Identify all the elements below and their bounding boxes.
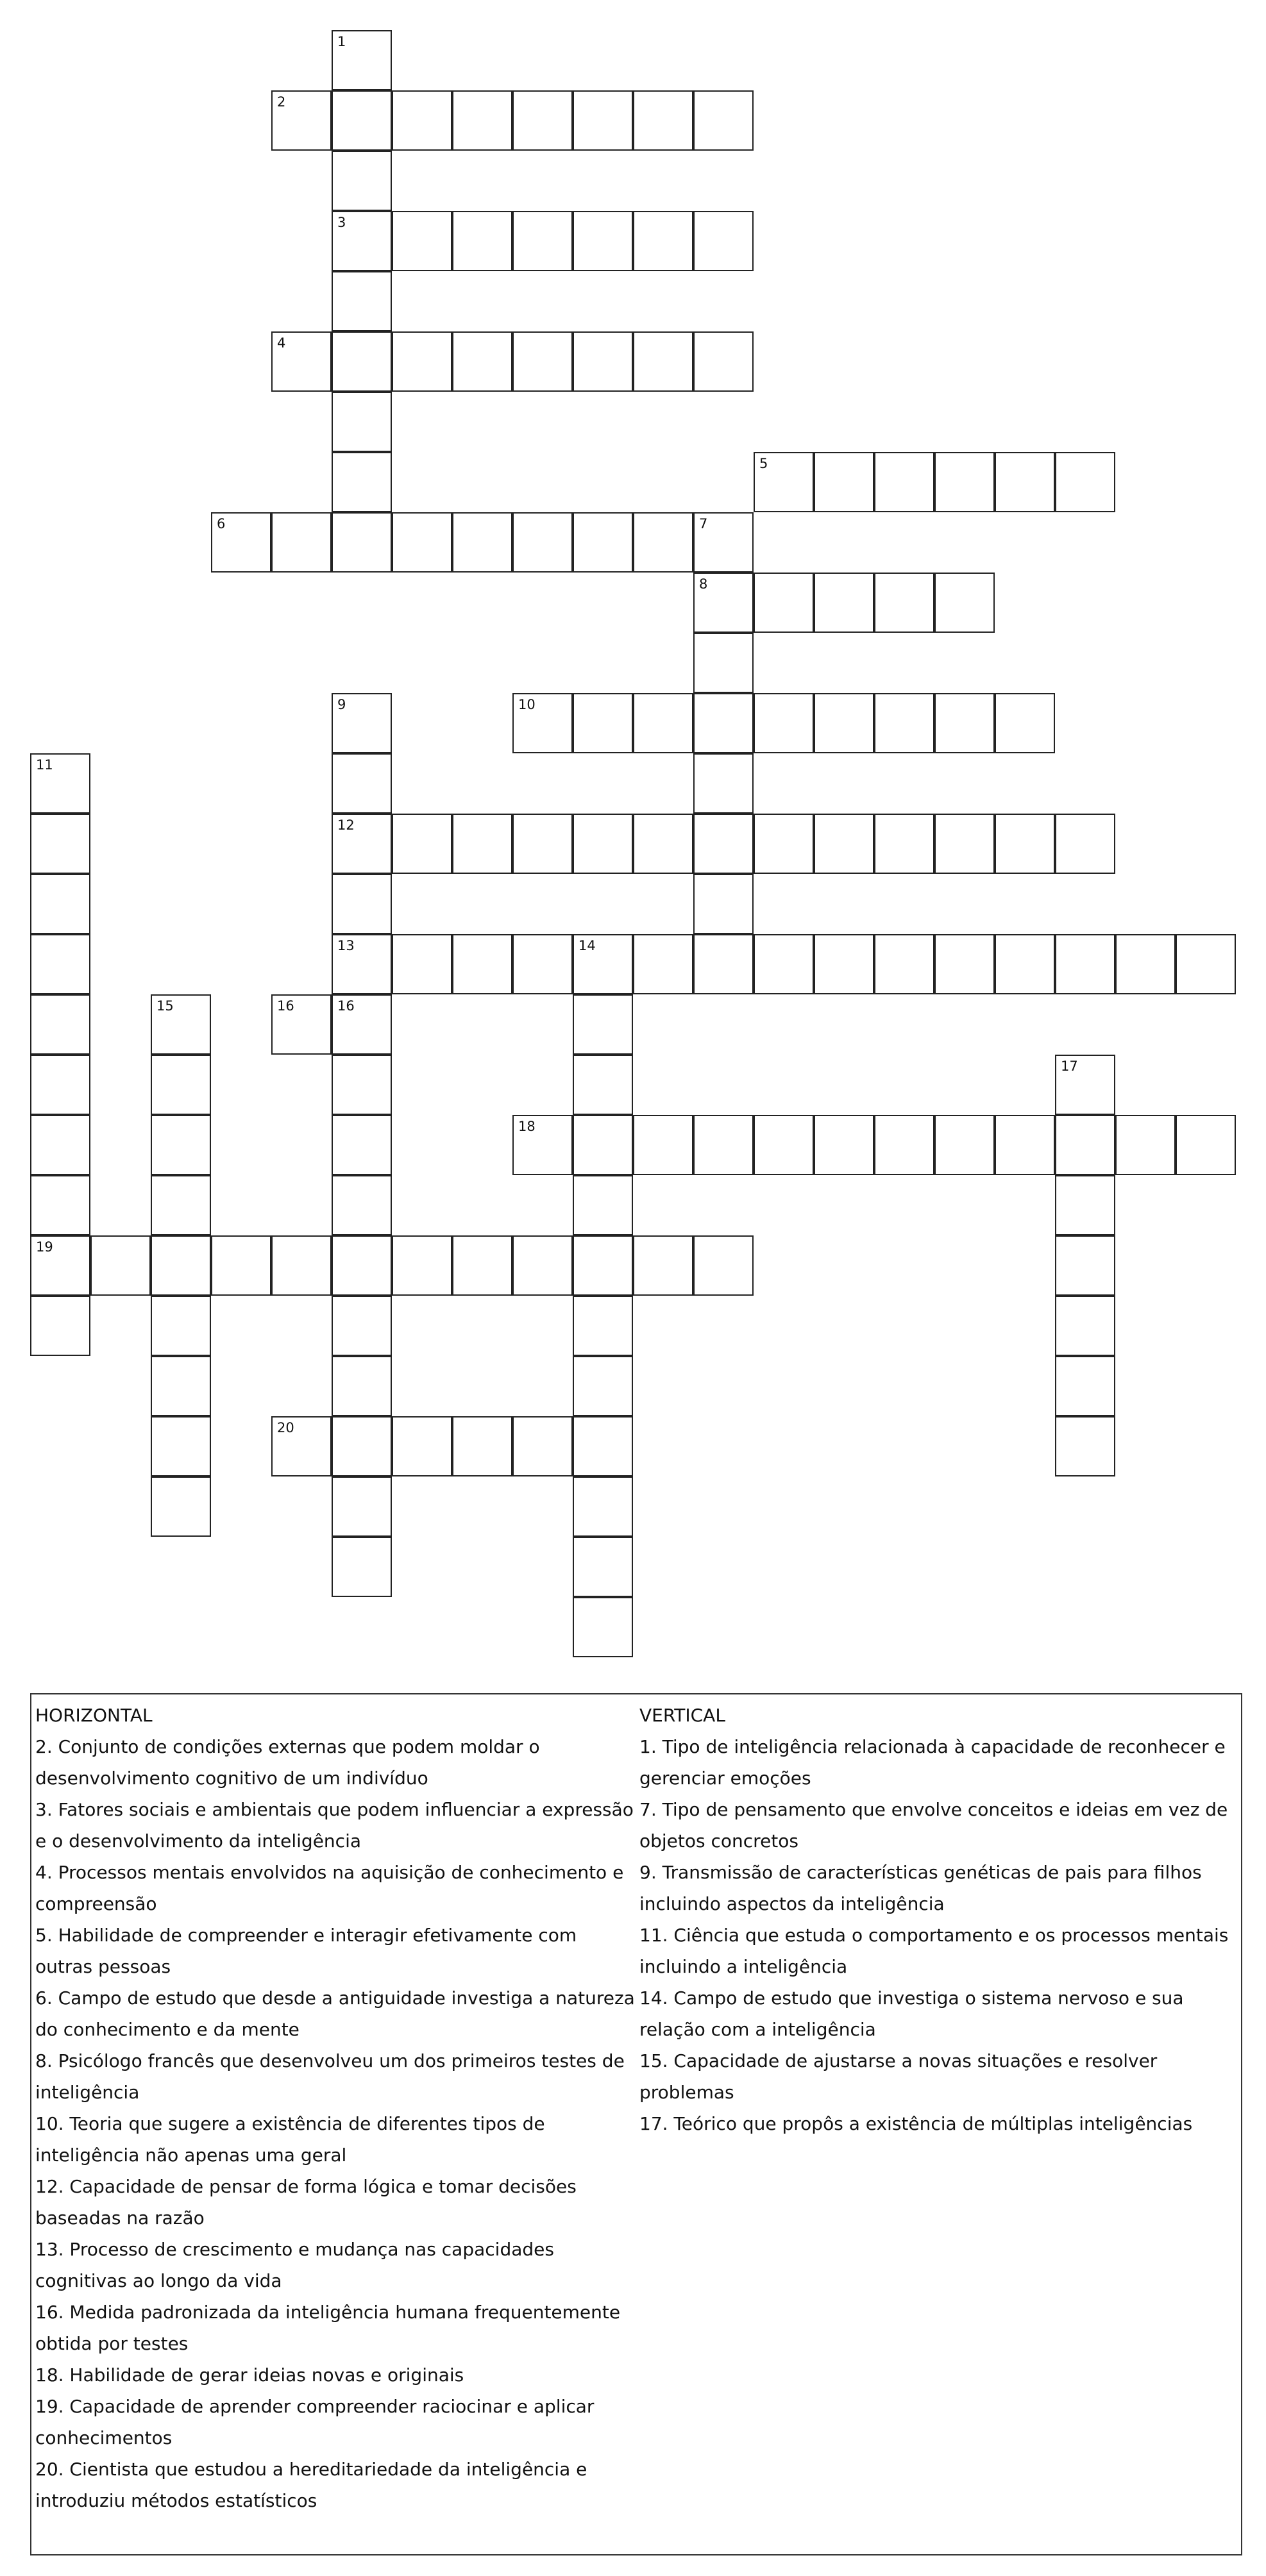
grid-cell[interactable] bbox=[392, 934, 452, 994]
grid-cell[interactable] bbox=[573, 211, 633, 271]
grid-cell[interactable] bbox=[693, 512, 754, 573]
grid-cell[interactable] bbox=[332, 90, 392, 151]
grid-cell[interactable] bbox=[271, 331, 332, 392]
clue-number: 3 bbox=[337, 215, 346, 230]
grid-cell[interactable] bbox=[332, 30, 392, 90]
grid-cell[interactable] bbox=[332, 1356, 392, 1416]
clue-vertical-1: 1. Tipo de inteligência relacionada à capacidade de reconhecer e gerenciar emoções bbox=[639, 1736, 1226, 1789]
clue-number: 5 bbox=[759, 456, 768, 471]
grid-cell[interactable] bbox=[934, 693, 995, 753]
clue-number: 10 bbox=[518, 697, 536, 712]
grid-cell[interactable] bbox=[392, 1235, 452, 1296]
clue-number: 15 bbox=[156, 998, 174, 1014]
grid-cell[interactable] bbox=[151, 1296, 211, 1356]
grid-cell[interactable] bbox=[573, 1055, 633, 1115]
grid-cell[interactable] bbox=[512, 512, 573, 573]
clue-horizontal-3: 3. Fatores sociais e ambientais que podem influenciar a expressão e o desenvolvimento da inteligência bbox=[35, 1799, 634, 1852]
grid-cell[interactable] bbox=[512, 1416, 573, 1476]
grid-cell[interactable] bbox=[1055, 452, 1115, 512]
grid-cell[interactable] bbox=[30, 934, 90, 994]
grid-cell[interactable] bbox=[90, 1235, 151, 1296]
grid-cell[interactable] bbox=[332, 1537, 392, 1597]
grid-cell[interactable] bbox=[874, 573, 934, 633]
grid-cell[interactable] bbox=[452, 90, 512, 151]
grid-cell[interactable] bbox=[693, 633, 754, 693]
grid-cell[interactable] bbox=[874, 1115, 934, 1175]
grid-cell[interactable] bbox=[1055, 1175, 1115, 1235]
grid-cell[interactable] bbox=[332, 693, 392, 753]
grid-cell[interactable] bbox=[1055, 1235, 1115, 1296]
grid-cell[interactable] bbox=[332, 271, 392, 331]
grid-cell[interactable] bbox=[151, 1235, 211, 1296]
grid-cell[interactable] bbox=[754, 1115, 814, 1175]
grid-cell[interactable] bbox=[1176, 934, 1236, 994]
grid-cell[interactable] bbox=[151, 994, 211, 1055]
grid-cell[interactable] bbox=[633, 331, 693, 392]
grid-cell[interactable] bbox=[693, 693, 754, 753]
grid-cell[interactable] bbox=[1115, 1115, 1176, 1175]
clue-number: 11 bbox=[36, 757, 53, 773]
clue-horizontal-20: 20. Cientista que estudou a hereditariedade da inteligência e introduziu métodos estatísticos bbox=[35, 2459, 587, 2511]
grid-cell[interactable] bbox=[573, 331, 633, 392]
grid-cell[interactable] bbox=[332, 1476, 392, 1537]
grid-cell[interactable] bbox=[30, 1235, 90, 1296]
clues-panel bbox=[30, 1693, 1242, 2555]
grid-cell[interactable] bbox=[332, 452, 392, 512]
grid-cell[interactable] bbox=[995, 814, 1055, 874]
grid-cell[interactable] bbox=[573, 1416, 633, 1476]
grid-cell[interactable] bbox=[633, 814, 693, 874]
grid-cell[interactable] bbox=[573, 512, 633, 573]
grid-cell[interactable] bbox=[512, 90, 573, 151]
grid-cell[interactable] bbox=[332, 934, 392, 994]
grid-cell[interactable] bbox=[332, 1115, 392, 1175]
clue-vertical-9: 9. Transmissão de características genéticas de pais para filhos incluindo aspectos da inteligência bbox=[639, 1862, 1202, 1914]
grid-cell[interactable] bbox=[693, 90, 754, 151]
clue-number: 7 bbox=[699, 516, 708, 531]
clue-number: 1 bbox=[337, 34, 346, 49]
grid-cell[interactable] bbox=[151, 1115, 211, 1175]
grid-cell[interactable] bbox=[693, 331, 754, 392]
horizontal-clues-heading: HORIZONTAL bbox=[35, 1705, 153, 1726]
grid-cell[interactable] bbox=[30, 994, 90, 1055]
vertical-clues-column bbox=[639, 1700, 1239, 2139]
grid-cell[interactable] bbox=[633, 934, 693, 994]
grid-cell[interactable] bbox=[1055, 1356, 1115, 1416]
clue-number: 9 bbox=[337, 697, 346, 712]
grid-cell[interactable] bbox=[332, 211, 392, 271]
grid-cell[interactable] bbox=[392, 814, 452, 874]
grid-cell[interactable] bbox=[693, 573, 754, 633]
clue-horizontal-6: 6. Campo de estudo que desde a antiguidade investiga a natureza do conhecimento e da mente bbox=[35, 1987, 635, 2040]
grid-cell[interactable] bbox=[814, 452, 874, 512]
grid-cell[interactable] bbox=[30, 1175, 90, 1235]
grid-cell[interactable] bbox=[754, 814, 814, 874]
grid-cell[interactable] bbox=[211, 512, 271, 573]
grid-cell[interactable] bbox=[573, 1235, 633, 1296]
grid-cell[interactable] bbox=[995, 934, 1055, 994]
clue-vertical-17: 17. Teórico que propôs a existência de múltiplas inteligências bbox=[639, 2113, 1193, 2134]
clue-number: 16 bbox=[337, 998, 355, 1014]
grid-cell[interactable] bbox=[633, 1235, 693, 1296]
clue-number: 4 bbox=[277, 335, 286, 351]
grid-cell[interactable] bbox=[30, 1055, 90, 1115]
grid-cell[interactable] bbox=[332, 1416, 392, 1476]
grid-cell[interactable] bbox=[512, 693, 573, 753]
clue-horizontal-13: 13. Processo de crescimento e mudança nas capacidades cognitivas ao longo da vida bbox=[35, 2239, 554, 2291]
grid-cell[interactable] bbox=[452, 512, 512, 573]
clue-horizontal-16: 16. Medida padronizada da inteligência humana frequentemente obtida por testes bbox=[35, 2302, 621, 2354]
grid-cell[interactable] bbox=[1055, 1416, 1115, 1476]
clue-horizontal-2: 2. Conjunto de condições externas que podem moldar o desenvolvimento cognitivo de um indivíduo bbox=[35, 1736, 540, 1789]
grid-cell[interactable] bbox=[151, 1356, 211, 1416]
grid-cell[interactable] bbox=[693, 1235, 754, 1296]
grid-cell[interactable] bbox=[151, 1416, 211, 1476]
grid-cell[interactable] bbox=[332, 994, 392, 1055]
grid-cell[interactable] bbox=[573, 90, 633, 151]
vertical-clues-heading: VERTICAL bbox=[639, 1705, 725, 1726]
clue-horizontal-8: 8. Psicólogo francês que desenvolveu um dos primeiros testes de inteligência bbox=[35, 2050, 625, 2103]
grid-cell[interactable] bbox=[633, 211, 693, 271]
grid-cell[interactable] bbox=[452, 1235, 512, 1296]
grid-cell[interactable] bbox=[934, 814, 995, 874]
grid-cell[interactable] bbox=[754, 693, 814, 753]
grid-cell[interactable] bbox=[30, 874, 90, 934]
grid-cell[interactable] bbox=[332, 1296, 392, 1356]
clue-number: 19 bbox=[36, 1239, 53, 1255]
clue-vertical-11: 11. Ciência que estuda o comportamento e os processos mentais incluindo a inteligência bbox=[639, 1925, 1229, 1977]
grid-cell[interactable] bbox=[332, 1235, 392, 1296]
clue-number: 18 bbox=[518, 1119, 536, 1134]
clue-vertical-14: 14. Campo de estudo que investiga o sistema nervoso e sua relação com a inteligência bbox=[639, 1987, 1184, 2040]
grid-cell[interactable] bbox=[332, 1175, 392, 1235]
grid-cell[interactable] bbox=[332, 151, 392, 211]
grid-cell[interactable] bbox=[573, 934, 633, 994]
grid-cell[interactable] bbox=[754, 573, 814, 633]
clue-number: 16 bbox=[277, 998, 294, 1014]
grid-cell[interactable] bbox=[1115, 934, 1176, 994]
grid-cell[interactable] bbox=[995, 1115, 1055, 1175]
grid-cell[interactable] bbox=[332, 753, 392, 814]
grid-cell[interactable] bbox=[874, 693, 934, 753]
grid-cell[interactable] bbox=[573, 1537, 633, 1597]
grid-cell[interactable] bbox=[1055, 814, 1115, 874]
clue-number: 2 bbox=[277, 94, 286, 110]
grid-cell[interactable] bbox=[332, 331, 392, 392]
grid-cell[interactable] bbox=[573, 1597, 633, 1657]
clue-horizontal-19: 19. Capacidade de aprender compreender raciocinar e aplicar conhecimentos bbox=[35, 2396, 595, 2448]
grid-cell[interactable] bbox=[814, 573, 874, 633]
grid-cell[interactable] bbox=[151, 1175, 211, 1235]
grid-cell[interactable] bbox=[1176, 1115, 1236, 1175]
clue-vertical-15: 15. Capacidade de ajustarse a novas situações e resolver problemas bbox=[639, 2050, 1158, 2103]
grid-cell[interactable] bbox=[452, 1416, 512, 1476]
clue-vertical-7: 7. Tipo de pensamento que envolve conceitos e ideias em vez de objetos concretos bbox=[639, 1799, 1228, 1852]
grid-cell[interactable] bbox=[633, 512, 693, 573]
grid-cell[interactable] bbox=[573, 1476, 633, 1537]
grid-cell[interactable] bbox=[332, 512, 392, 573]
clue-number: 20 bbox=[277, 1420, 294, 1435]
grid-cell[interactable] bbox=[151, 1476, 211, 1537]
clue-number: 8 bbox=[699, 576, 708, 592]
clue-number: 6 bbox=[217, 516, 226, 531]
grid-cell[interactable] bbox=[934, 452, 995, 512]
horizontal-clues-column bbox=[35, 1700, 635, 2516]
grid-cell[interactable] bbox=[573, 1175, 633, 1235]
grid-cell[interactable] bbox=[271, 90, 332, 151]
grid-cell[interactable] bbox=[452, 934, 512, 994]
grid-cell[interactable] bbox=[452, 814, 512, 874]
grid-cell[interactable] bbox=[1055, 934, 1115, 994]
grid-cell[interactable] bbox=[814, 693, 874, 753]
grid-cell[interactable] bbox=[693, 934, 754, 994]
grid-cell[interactable] bbox=[332, 1055, 392, 1115]
grid-cell[interactable] bbox=[874, 934, 934, 994]
grid-cell[interactable] bbox=[693, 211, 754, 271]
grid-cell[interactable] bbox=[754, 452, 814, 512]
grid-cell[interactable] bbox=[512, 1115, 573, 1175]
grid-cell[interactable] bbox=[934, 1115, 995, 1175]
grid-cell[interactable] bbox=[332, 814, 392, 874]
grid-cell[interactable] bbox=[1055, 1115, 1115, 1175]
grid-cell[interactable] bbox=[934, 934, 995, 994]
clue-number: 13 bbox=[337, 938, 355, 953]
grid-cell[interactable] bbox=[392, 90, 452, 151]
grid-cell[interactable] bbox=[512, 934, 573, 994]
clue-horizontal-5: 5. Habilidade de compreender e interagir efetivamente com outras pessoas bbox=[35, 1925, 577, 1977]
grid-cell[interactable] bbox=[392, 1416, 452, 1476]
grid-cell[interactable] bbox=[934, 573, 995, 633]
grid-cell[interactable] bbox=[30, 814, 90, 874]
grid-cell[interactable] bbox=[814, 934, 874, 994]
grid-cell[interactable] bbox=[693, 1115, 754, 1175]
grid-cell[interactable] bbox=[30, 1296, 90, 1356]
grid-cell[interactable] bbox=[332, 874, 392, 934]
grid-cell[interactable] bbox=[573, 1356, 633, 1416]
grid-cell[interactable] bbox=[1055, 1055, 1115, 1115]
grid-cell[interactable] bbox=[30, 753, 90, 814]
grid-cell[interactable] bbox=[452, 331, 512, 392]
grid-cell[interactable] bbox=[573, 693, 633, 753]
grid-cell[interactable] bbox=[30, 1115, 90, 1175]
grid-cell[interactable] bbox=[633, 693, 693, 753]
clue-horizontal-18: 18. Habilidade de gerar ideias novas e originais bbox=[35, 2364, 464, 2386]
clue-number: 14 bbox=[578, 938, 596, 953]
clue-number: 17 bbox=[1061, 1058, 1078, 1074]
grid-cell[interactable] bbox=[573, 814, 633, 874]
grid-cell[interactable] bbox=[814, 1115, 874, 1175]
clue-horizontal-12: 12. Capacidade de pensar de forma lógica e tomar decisões baseadas na razão bbox=[35, 2176, 577, 2229]
grid-cell[interactable] bbox=[271, 994, 332, 1055]
grid-cell[interactable] bbox=[392, 211, 452, 271]
grid-cell[interactable] bbox=[693, 753, 754, 814]
grid-cell[interactable] bbox=[995, 452, 1055, 512]
grid-cell[interactable] bbox=[271, 1235, 332, 1296]
grid-cell[interactable] bbox=[452, 211, 512, 271]
grid-cell[interactable] bbox=[633, 90, 693, 151]
grid-cell[interactable] bbox=[633, 1115, 693, 1175]
grid-cell[interactable] bbox=[151, 1055, 211, 1115]
grid-cell[interactable] bbox=[995, 693, 1055, 753]
grid-cell[interactable] bbox=[573, 1296, 633, 1356]
grid-cell[interactable] bbox=[693, 814, 754, 874]
grid-cell[interactable] bbox=[573, 994, 633, 1055]
grid-cell[interactable] bbox=[693, 874, 754, 934]
grid-cell[interactable] bbox=[512, 814, 573, 874]
grid-cell[interactable] bbox=[512, 1235, 573, 1296]
grid-cell[interactable] bbox=[392, 512, 452, 573]
grid-cell[interactable] bbox=[271, 512, 332, 573]
clue-horizontal-10: 10. Teoria que sugere a existência de diferentes tipos de inteligência não apenas uma geral bbox=[35, 2113, 545, 2166]
grid-cell[interactable] bbox=[754, 934, 814, 994]
grid-cell[interactable] bbox=[874, 814, 934, 874]
grid-cell[interactable] bbox=[271, 1416, 332, 1476]
grid-cell[interactable] bbox=[1055, 1296, 1115, 1356]
grid-cell[interactable] bbox=[814, 814, 874, 874]
clue-number: 12 bbox=[337, 817, 355, 833]
grid-cell[interactable] bbox=[512, 331, 573, 392]
grid-cell[interactable] bbox=[392, 331, 452, 392]
grid-cell[interactable] bbox=[332, 392, 392, 452]
grid-cell[interactable] bbox=[211, 1235, 271, 1296]
grid-cell[interactable] bbox=[512, 211, 573, 271]
clue-horizontal-4: 4. Processos mentais envolvidos na aquisição de conhecimento e compreensão bbox=[35, 1862, 624, 1914]
grid-cell[interactable] bbox=[874, 452, 934, 512]
grid-cell[interactable] bbox=[573, 1115, 633, 1175]
